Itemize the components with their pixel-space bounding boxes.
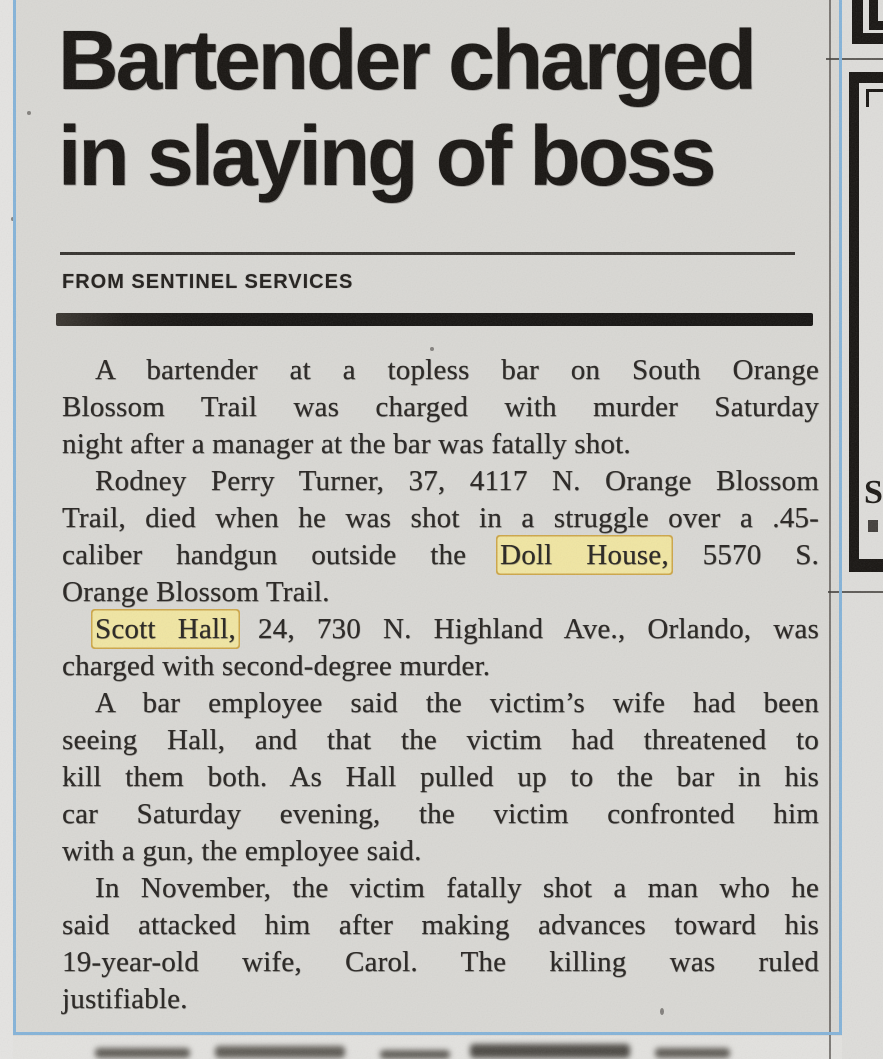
column-rule bbox=[829, 0, 831, 1059]
article-line bbox=[62, 907, 819, 944]
headline-line-2: in slaying of boss bbox=[58, 109, 714, 203]
article-line bbox=[62, 389, 819, 426]
section-divider-bar bbox=[56, 313, 813, 326]
bottom-edge-smudge bbox=[215, 1046, 345, 1058]
article-text-segment: charged with second-degree murder. bbox=[62, 650, 491, 682]
article-line bbox=[62, 796, 819, 833]
article-text-segment: A bartender at a topless bar on South Orange bbox=[95, 354, 819, 386]
article-text-segment: night after a manager at the bar was fatally shot. bbox=[62, 428, 631, 460]
article-line bbox=[62, 537, 819, 574]
article-text-segment: A bar employee said the victim’s wife had been bbox=[95, 687, 819, 719]
article-line bbox=[62, 833, 819, 870]
article-line bbox=[62, 648, 819, 685]
article-text-segment: caliber handgun outside the bbox=[62, 539, 501, 571]
byline: FROM SENTINEL SERVICES bbox=[62, 271, 354, 293]
article-body bbox=[62, 352, 819, 1018]
article-text-segment: Rodney Perry Turner, 37, 4117 N. Orange Blossom bbox=[95, 465, 819, 497]
article-line bbox=[62, 722, 819, 759]
article-text-segment: said attacked him after making advances toward his bbox=[62, 909, 819, 941]
article-line bbox=[62, 463, 819, 500]
article-line bbox=[62, 685, 819, 722]
article-text-segment: Blossom Trail was charged with murder Saturday bbox=[62, 391, 819, 423]
ink-speck bbox=[11, 217, 14, 221]
article-line bbox=[62, 611, 819, 648]
article-text-segment: car Saturday evening, the victim confronted him bbox=[62, 798, 819, 830]
article-headline bbox=[58, 12, 830, 204]
adjacent-ad-box-corner bbox=[869, 21, 883, 30]
article-line bbox=[62, 426, 819, 463]
article-text-segment: justifiable. bbox=[62, 983, 188, 1015]
bottom-edge-smudge bbox=[655, 1048, 730, 1058]
article-text-segment: seeing Hall, and that the victim had threatened to bbox=[62, 724, 819, 756]
adjacent-text-fragment: S bbox=[864, 474, 883, 511]
adjacent-ad-box-corner bbox=[852, 33, 883, 44]
ink-speck bbox=[27, 111, 31, 115]
bottom-edge-smudge bbox=[95, 1048, 190, 1058]
article-line bbox=[62, 759, 819, 796]
adjacent-ad-box-inner-border bbox=[866, 89, 869, 107]
outside-clip-left bbox=[0, 0, 13, 1059]
article-line bbox=[62, 870, 819, 907]
article-text-segment: 5570 S. bbox=[668, 539, 820, 571]
adjacent-divider-line bbox=[826, 58, 883, 60]
article-line bbox=[62, 981, 819, 1018]
ink-speck bbox=[660, 1008, 664, 1015]
article-line bbox=[62, 352, 819, 389]
bottom-edge-smudge bbox=[470, 1044, 630, 1058]
byline-top-rule bbox=[60, 252, 795, 255]
article-text-segment: 19-year-old wife, Carol. The killing was ruled bbox=[62, 946, 819, 978]
search-highlight[interactable]: Scott Hall, bbox=[95, 613, 236, 645]
bottom-edge-smudge bbox=[380, 1050, 450, 1059]
article-text-segment: Orange Blossom Trail. bbox=[62, 576, 330, 608]
article-text-segment: 24, 730 N. Highland Ave., Orlando, was bbox=[235, 613, 819, 645]
article-text-segment: In November, the victim fatally shot a man who he bbox=[95, 872, 819, 904]
search-highlight[interactable]: Doll House, bbox=[500, 539, 669, 571]
adjacent-ad-box-border bbox=[849, 559, 883, 572]
article-text-segment: kill them both. As Hall pulled up to the bar in his bbox=[62, 761, 819, 793]
article-line bbox=[62, 944, 819, 981]
article-text-segment: Trail, died when he was shot in a struggle over a .45- bbox=[62, 502, 819, 534]
adjacent-divider-line bbox=[828, 591, 883, 593]
ink-speck bbox=[430, 347, 434, 351]
article-line bbox=[62, 574, 819, 611]
adjacent-ad-box-border bbox=[849, 72, 859, 572]
article-text-segment: with a gun, the employee said. bbox=[62, 835, 422, 867]
adjacent-text-fragment bbox=[868, 520, 878, 532]
article-line bbox=[62, 500, 819, 537]
headline-line-1: Bartender charged bbox=[58, 13, 754, 107]
